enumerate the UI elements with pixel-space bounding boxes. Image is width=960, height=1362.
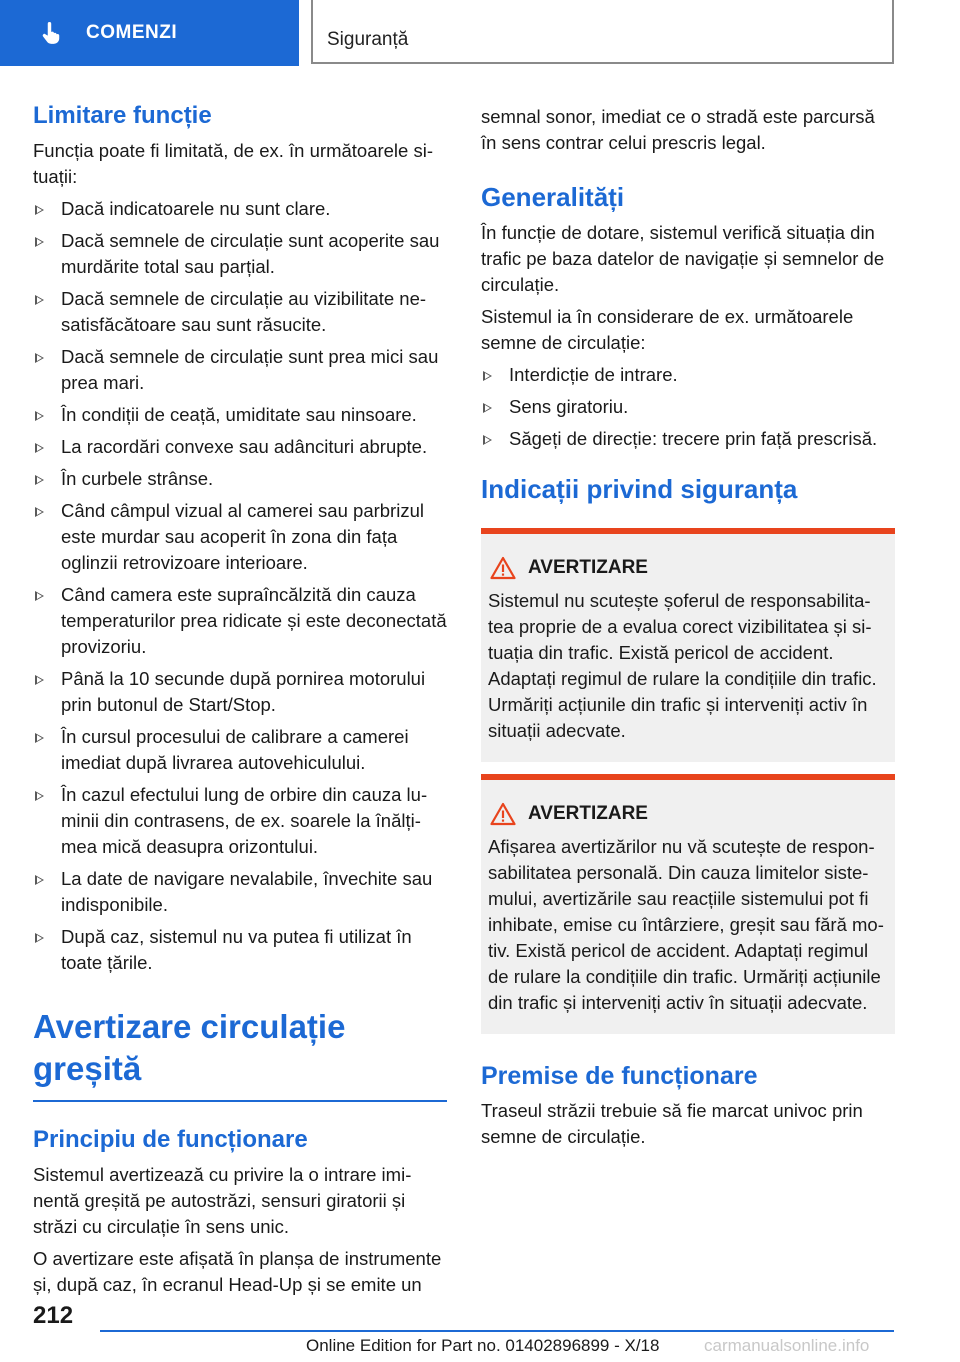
page-number: 212 xyxy=(33,1302,74,1329)
triangle-bullet-icon xyxy=(35,475,44,485)
list-item: În condiții de ceață, umiditate sau ninsoare. xyxy=(33,402,447,428)
list-item: În cazul efectului lung de orbire din cauza luminii din contrasens, de ex. soarele la înălțimea mică deasupra orizontului. xyxy=(33,782,447,860)
triangle-bullet-icon xyxy=(483,403,492,413)
triangle-bullet-icon xyxy=(35,507,44,517)
chapter-tab[interactable] xyxy=(0,0,299,66)
triangle-bullet-icon xyxy=(35,933,44,943)
list-item: Săgeți de direcție: trecere prin față prescrisă. xyxy=(481,426,895,452)
watermark: carmanualsonline.info xyxy=(704,1336,870,1355)
list-item: La date de navigare nevalabile, învechite sau indisponibile. xyxy=(33,866,447,918)
list-item: Dacă indicatoarele nu sunt clare. xyxy=(33,196,447,222)
warning-label: AVERTIZARE xyxy=(528,557,648,578)
triangle-bullet-icon xyxy=(35,237,44,247)
function-limitation-list xyxy=(33,196,447,976)
triangle-bullet-icon xyxy=(483,371,492,381)
list-item: Când câmpul vizual al camerei sau parbrizul este murdar sau acoperit în zona din fața oglinzii retrovizoare interioare. xyxy=(33,498,447,576)
warning-box-1 xyxy=(481,528,895,762)
list-item: Când camera este supraîncălzită din cauza temperaturilor prea ridicate și este deconectată provizoriu. xyxy=(33,582,447,660)
operating-principle-paragraph-1: Sistemul avertizează cu privire la o intrare iminentă greșită pe autostrăzi, sensuri giratorii și străzi cu circulație în sens unic. xyxy=(33,1164,412,1237)
list-item: După caz, sistemul nu va putea fi utilizat în toate țările. xyxy=(33,924,447,976)
touch-hand-icon xyxy=(38,20,64,46)
warning-triangle-icon xyxy=(490,802,516,826)
list-item: În curbele strânse. xyxy=(33,466,447,492)
section-title: Siguranță xyxy=(327,29,409,50)
warning-triangle-icon xyxy=(490,556,516,580)
section-header xyxy=(311,0,894,64)
edition-note: Online Edition for Part no. 01402896899 - X/18 xyxy=(306,1336,660,1355)
function-limitation-intro: Funcția poate fi limitată, de ex. în următoarele situații: xyxy=(33,140,434,187)
list-item: În cursul procesului de calibrare a camerei imediat după livrarea autovehiculului. xyxy=(33,724,447,776)
warning-text-2: Afișarea avertizărilor nu vă scutește de responsabilitatea personală. Din cauza limitelor sistemului, avertizările sau reacțiile sistemului pot fi inhibate, emise cu întârziere, greșit sau fără motiv. Există pericol de accident. Adaptați regimul de rulare la condițiile din trafic. Urmăriți acțiunile din trafic și interveniți activ în situații adecvate. xyxy=(488,836,884,1013)
warning-label: AVERTIZARE xyxy=(528,803,648,824)
prerequisites-heading: Premise de funcționare xyxy=(481,1062,758,1090)
triangle-bullet-icon xyxy=(483,435,492,445)
general-paragraph-1: În funcție de dotare, sistemul verifică situația din trafic pe baza datelor de navigație și semnelor de circulație. xyxy=(481,222,885,295)
safety-notes-heading: Indicații privind siguranța xyxy=(481,474,798,504)
prerequisites-paragraph: Traseul străzii trebuie să fie marcat univoc prin semne de circulație. xyxy=(481,1100,863,1147)
chapter-tab-label: COMENZI xyxy=(86,22,178,43)
triangle-bullet-icon xyxy=(35,353,44,363)
triangle-bullet-icon xyxy=(35,205,44,215)
traffic-signs-list xyxy=(481,362,895,452)
warning-text-1: Sistemul nu scutește șoferul de responsabilitatea proprie de a evalua corect vizibilitatea și situația din trafic. Există pericol de accident. Adaptați regimul de rulare la condițiile din trafic. Urmăriți acțiunile din trafic și interveniți activ în situații adecvate. xyxy=(488,590,877,741)
list-item: Dacă semnele de circulație sunt acoperite sau murdărite total sau parțial. xyxy=(33,228,447,280)
list-item: La racordări convexe sau adâncituri abrupte. xyxy=(33,434,447,460)
left-column xyxy=(33,100,447,1304)
list-item: Interdicție de intrare. xyxy=(481,362,895,388)
triangle-bullet-icon xyxy=(35,791,44,801)
triangle-bullet-icon xyxy=(35,733,44,743)
triangle-bullet-icon xyxy=(35,875,44,885)
triangle-bullet-icon xyxy=(35,443,44,453)
continued-paragraph: semnal sonor, imediat ce o stradă este parcursă în sens contrar celui prescris legal. xyxy=(481,106,875,153)
triangle-bullet-icon xyxy=(35,675,44,685)
warning-box-2 xyxy=(481,774,895,1034)
list-item: Sens giratoriu. xyxy=(481,394,895,420)
list-item: Dacă semnele de circulație au vizibilitate nesatisfăcătoare sau sunt răsucite. xyxy=(33,286,447,338)
footer-divider xyxy=(100,1330,894,1332)
general-paragraph-2: Sistemul ia în considerare de ex. următoarele semne de circulație: xyxy=(481,306,854,353)
operating-principle-paragraph-2: O avertizare este afișată în planșa de instrumente și, după caz, în ecranul Head-Up și se emite un xyxy=(33,1248,442,1295)
triangle-bullet-icon xyxy=(35,591,44,601)
function-limitation-heading: Limitare funcție xyxy=(33,102,212,129)
list-item: Până la 10 secunde după pornirea motorului prin butonul de Start/Stop. xyxy=(33,666,447,718)
operating-principle-heading: Principiu de funcționare xyxy=(33,1126,308,1153)
list-item: Dacă semnele de circulație sunt prea mici sau prea mari. xyxy=(33,344,447,396)
triangle-bullet-icon xyxy=(35,295,44,305)
general-heading: Generalități xyxy=(481,182,625,212)
right-column xyxy=(481,104,895,1156)
triangle-bullet-icon xyxy=(35,411,44,421)
wrong-way-warning-chapter-title: Avertizare circulație greșită xyxy=(33,1006,447,1102)
